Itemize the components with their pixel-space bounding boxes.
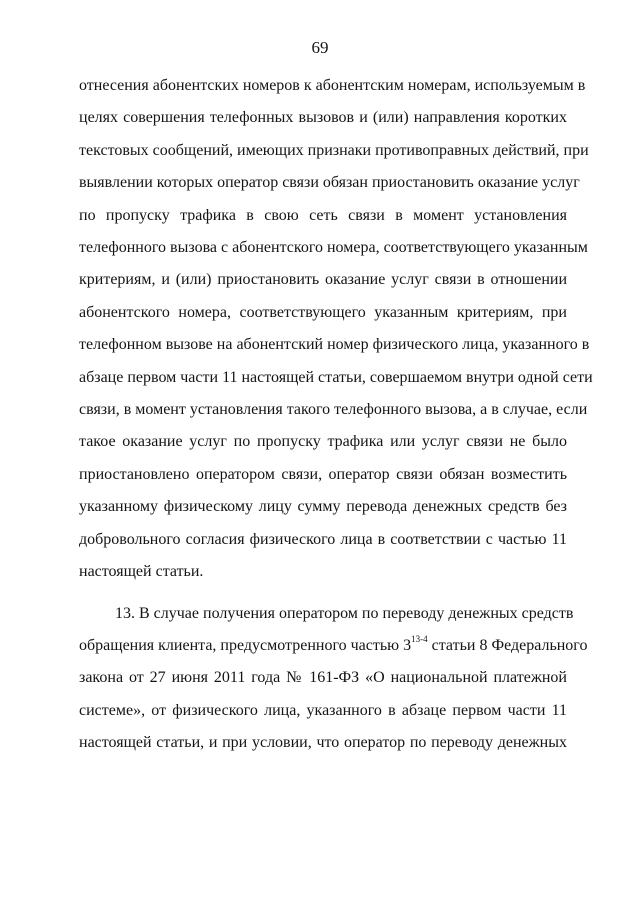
text-line: связи, в момент установления такого телефонного вызова, а в случае, если [79,401,588,419]
paragraph-13 [79,598,588,760]
text-fragment: обращения клиента, предусмотренного частью 3 [79,636,412,654]
paragraph-continuation [79,70,593,589]
page-number: 69 [311,38,329,57]
text-line: настоящей статьи, и при условии, что оператор по переводу денежных [79,734,567,752]
superscript-index: 13-4 [411,633,428,644]
text-line: указанному физическому лицу сумму перевода денежных средств без [79,498,567,516]
text-line-last: настоящей статьи. [79,563,204,581]
text-line-indented: 13. В случае получения оператором по переводу денежных средств [115,604,574,622]
text-line: такое оказание услуг по пропуску трафика или услуг связи не было [79,433,567,451]
text-line: отнесения абонентских номеров к абонентским номерам, используемым в [79,77,586,94]
document-body [79,70,593,760]
text-line-with-superscript [79,630,588,662]
text-line: абзаце первом части 11 настоящей статьи, совершаемом внутри одной сети [79,368,593,386]
text-line: телефонном вызове на абонентский номер физического лица, указанного в [79,336,590,354]
text-line: целях совершения телефонных вызовов и (или) направления коротких [79,109,567,127]
text-fragment: статьи 8 Федерального [427,636,588,654]
text-line: добровольного согласия физического лица в соответствии с частью 11 [79,530,567,548]
text-line: закона от 27 июня 2011 года № 161-ФЗ «О национальной платежной [79,669,567,687]
text-line: по пропуску трафика в свою сеть связи в момент установления [79,206,567,224]
text-line: приостановлено оператором связи, оператор связи обязан возместить [79,465,567,483]
paragraph-gap [79,589,567,598]
text-line: абонентского номера, соответствующего указанным критериям, при [79,303,567,321]
text-line: критериям, и (или) приостановить оказание услуг связи в отношении [79,271,567,289]
text-line: телефонного вызова с абонентского номера, соответствующего указанным [79,239,588,257]
text-line: текстовых сообщений, имеющих признаки противоправных действий, при [79,141,589,159]
text-line: системе», от физического лица, указанного в абзаце первом части 11 [79,701,567,719]
text-line: выявлении которых оператор связи обязан приостановить оказание услуг [79,174,580,192]
